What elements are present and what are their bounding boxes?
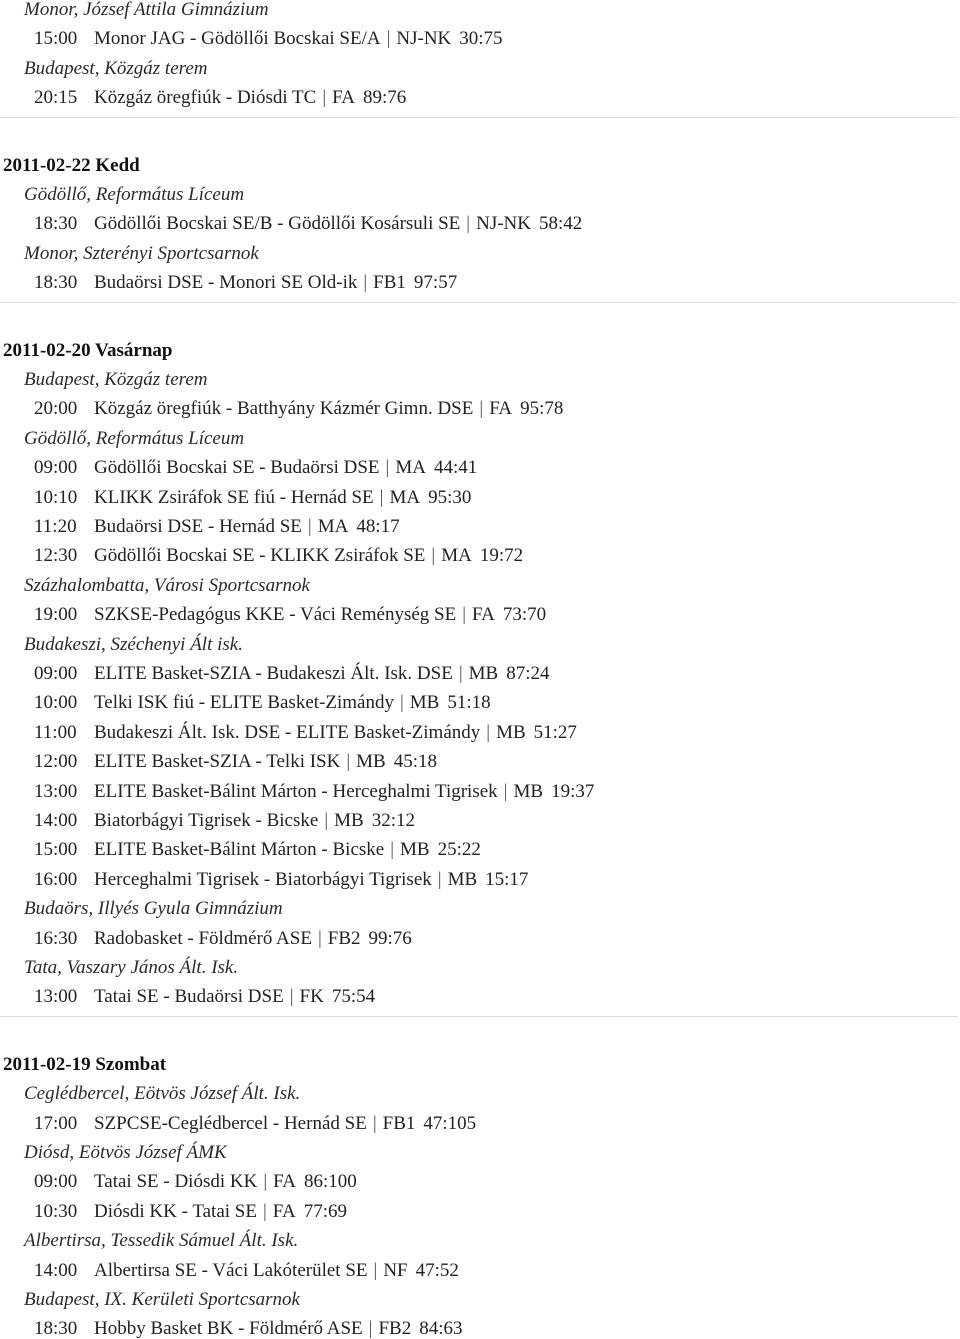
section-divider (0, 117, 958, 118)
match-row (34, 782, 594, 802)
match-score: 51:27 (533, 722, 577, 743)
match-teams: Tatai SE - Diósdi KK (94, 1171, 258, 1192)
match-time: 12:00 (34, 751, 78, 772)
match-score: 77:69 (303, 1201, 347, 1222)
match-row (34, 29, 503, 49)
match-teams: Biatorbágyi Tigrisek - Bicske (94, 810, 319, 831)
venue-name: Diósd, Eötvös József ÁMK (24, 1142, 227, 1163)
match-division: FB1 (373, 272, 406, 293)
match-division: MB (400, 839, 430, 860)
match-row (34, 488, 471, 508)
match-division: MB (447, 869, 478, 890)
match-score: 47:105 (423, 1113, 477, 1134)
match-teams: Budakeszi Ált. Isk. DSE - ELITE Basket-Zimándy (94, 722, 481, 743)
match-row (34, 870, 528, 890)
match-separator: | (385, 457, 390, 478)
venue-name: Budapest, IX. Kerületi Sportcsarnok (24, 1289, 300, 1310)
match-separator: | (458, 663, 463, 684)
match-teams: Herceghalmi Tigrisek - Biatorbágyi Tigrisek (94, 869, 432, 890)
match-time: 10:10 (34, 487, 78, 508)
match-division: FA (332, 87, 356, 108)
match-division: NJ-NK (396, 28, 452, 49)
match-score: 89:76 (363, 87, 407, 108)
match-score: 84:63 (419, 1318, 463, 1339)
match-separator: | (466, 213, 471, 234)
match-division: MB (513, 781, 544, 802)
match-score: 97:57 (413, 272, 458, 293)
match-division: MA (317, 516, 349, 537)
match-division: FA (272, 1201, 296, 1222)
match-separator: | (386, 28, 391, 49)
match-time: 15:00 (34, 28, 78, 49)
day-heading: 2011-02-22 Kedd (3, 155, 140, 176)
match-teams: Budaörsi DSE - Monori SE Old-ik (94, 272, 358, 293)
match-teams: ELITE Basket-Bálint Márton - Bicske (94, 839, 385, 860)
match-time: 09:00 (34, 663, 78, 684)
match-row (34, 811, 415, 831)
match-time: 20:00 (34, 398, 78, 419)
match-teams: Telki ISK fiú - ELITE Basket-Zimándy (94, 692, 394, 713)
match-row (34, 723, 577, 743)
match-row (34, 693, 491, 713)
match-score: 48:17 (356, 516, 400, 537)
venue-name: Százhalombatta, Városi Sportcsarnok (24, 575, 310, 596)
match-separator: | (372, 1113, 377, 1134)
day-heading: 2011-02-19 Szombat (3, 1054, 167, 1075)
match-separator: | (262, 1201, 267, 1222)
match-division: MA (389, 487, 421, 508)
match-division: MA (395, 457, 426, 478)
match-time: 15:00 (34, 839, 78, 860)
match-division: MB (356, 751, 386, 772)
venue-name: Budapest, Közgáz terem (24, 369, 208, 390)
match-division: FB2 (378, 1318, 412, 1339)
match-division: FA (472, 604, 495, 625)
day-heading: 2011-02-20 Vasárnap (3, 340, 173, 361)
match-separator: | (486, 722, 491, 743)
venue-name: Budaörs, Illyés Gyula Gimnázium (24, 898, 283, 919)
match-score: 19:37 (551, 781, 595, 802)
match-time: 14:00 (34, 810, 78, 831)
venue-name: Budakeszi, Széchenyi Ált isk. (24, 634, 243, 655)
venue-name: Albertirsa, Tessedik Sámuel Ált. Isk. (24, 1230, 299, 1251)
venue-name: Gödöllő, Református Líceum (24, 428, 245, 449)
match-separator: | (322, 87, 327, 108)
match-time: 10:30 (34, 1201, 78, 1222)
match-time: 12:30 (34, 545, 78, 566)
match-time: 16:30 (34, 928, 78, 949)
match-time: 13:00 (34, 781, 78, 802)
match-row (34, 88, 406, 108)
match-score: 86:100 (304, 1171, 357, 1192)
match-division: MB (334, 810, 364, 831)
match-teams: Gödöllői Bocskai SE - KLIKK Zsiráfok SE (94, 545, 426, 566)
match-separator: | (437, 869, 442, 890)
match-teams: Gödöllői Bocskai SE/B - Gödöllői Kosársuli SE (94, 213, 461, 234)
match-teams: Közgáz öregfiúk - Diósdi TC (94, 87, 317, 108)
match-time: 09:00 (34, 457, 78, 478)
match-row (34, 1172, 357, 1192)
match-separator: | (379, 487, 384, 508)
match-teams: Albertirsa SE - Váci Lakóterület SE (94, 1260, 368, 1281)
match-time: 11:20 (34, 516, 77, 537)
match-time: 11:00 (34, 722, 77, 743)
match-score: 58:42 (538, 213, 583, 234)
match-teams: Radobasket - Földmérő ASE (94, 928, 312, 949)
match-division: MB (409, 692, 440, 713)
match-teams: SZPCSE-Ceglédbercel - Hernád SE (94, 1113, 367, 1134)
match-teams: Hobby Basket BK - Földmérő ASE (94, 1318, 363, 1339)
match-row (34, 929, 412, 949)
match-time: 17:00 (34, 1113, 78, 1134)
section-divider (0, 1016, 958, 1017)
match-time: 14:00 (34, 1260, 78, 1281)
match-division: MA (441, 545, 472, 566)
match-row (34, 752, 437, 772)
match-time: 09:00 (34, 1171, 78, 1192)
section-divider (0, 302, 958, 303)
match-division: FA (273, 1171, 297, 1192)
match-score: 15:17 (485, 869, 529, 890)
match-teams: Közgáz öregfiúk - Batthyány Kázmér Gimn. DSE (94, 398, 474, 419)
match-separator: | (263, 1171, 268, 1192)
match-score: 32:12 (371, 810, 415, 831)
match-teams: Monor JAG - Gödöllői Bocskai SE/A (94, 28, 381, 49)
match-row (34, 605, 546, 625)
match-score: 95:30 (428, 487, 472, 508)
match-time: 16:00 (34, 869, 78, 890)
match-row (34, 546, 523, 566)
match-time: 10:00 (34, 692, 78, 713)
match-separator: | (373, 1260, 378, 1281)
match-time: 19:00 (34, 604, 78, 625)
match-time: 18:30 (34, 213, 78, 234)
match-separator: | (399, 692, 404, 713)
venue-name: Budapest, Közgáz terem (24, 58, 208, 79)
match-division: MB (468, 663, 499, 684)
match-score: 73:70 (502, 604, 547, 625)
match-division: NJ-NK (476, 213, 531, 234)
match-division: FK (299, 986, 324, 1007)
match-row (34, 399, 563, 419)
match-score: 30:75 (459, 28, 503, 49)
match-score: 99:76 (368, 928, 412, 949)
match-score: 75:54 (331, 986, 376, 1007)
match-division: FB1 (382, 1113, 416, 1134)
match-separator: | (462, 604, 466, 625)
venue-name: Gödöllő, Református Líceum (24, 184, 245, 205)
match-row (34, 214, 582, 234)
match-separator: | (431, 545, 436, 566)
match-teams: ELITE Basket-SZIA - Budakeszi Ált. Isk. DSE (94, 663, 453, 684)
match-teams: Gödöllői Bocskai SE - Budaörsi DSE (94, 457, 380, 478)
match-score: 25:22 (437, 839, 481, 860)
match-row (34, 840, 481, 860)
match-score: 95:78 (520, 398, 564, 419)
match-row (34, 517, 400, 537)
match-teams: KLIKK Zsiráfok SE fiú - Hernád SE (94, 487, 374, 508)
match-teams: Tatai SE - Budaörsi DSE (94, 986, 284, 1007)
match-row (34, 1319, 462, 1339)
venue-name: Monor, József Attila Gimnázium (24, 0, 269, 20)
match-score: 51:18 (447, 692, 491, 713)
match-score: 44:41 (433, 457, 478, 478)
venue-name: Tata, Vaszary János Ált. Isk. (24, 957, 239, 978)
match-time: 20:15 (34, 87, 78, 108)
match-row (34, 987, 375, 1007)
match-separator: | (390, 839, 395, 860)
match-separator: | (317, 928, 322, 949)
match-separator: | (363, 272, 368, 293)
match-time: 18:30 (34, 1318, 78, 1339)
match-division: NF (383, 1260, 408, 1281)
venue-name: Monor, Szterényi Sportcsarnok (24, 243, 259, 264)
match-row (34, 1261, 459, 1281)
match-teams: SZKSE-Pedagógus KKE - Váci Reménység SE (94, 604, 457, 625)
match-score: 47:52 (415, 1260, 459, 1281)
match-separator: | (289, 986, 294, 1007)
match-row (34, 1202, 347, 1222)
venue-name: Ceglédbercel, Eötvös József Ált. Isk. (24, 1083, 301, 1104)
match-division: FA (489, 398, 513, 419)
match-row (34, 1114, 476, 1134)
match-separator: | (503, 781, 508, 802)
match-time: 13:00 (34, 986, 78, 1007)
match-score: 87:24 (506, 663, 550, 684)
match-row (34, 458, 477, 478)
match-separator: | (479, 398, 484, 419)
match-score: 19:72 (479, 545, 524, 566)
match-teams: Diósdi KK - Tatai SE (94, 1201, 257, 1222)
match-separator: | (346, 751, 351, 772)
match-teams: Budaörsi DSE - Hernád SE (94, 516, 302, 537)
match-separator: | (368, 1318, 373, 1339)
match-score: 45:18 (393, 751, 438, 772)
match-teams: ELITE Basket-SZIA - Telki ISK (94, 751, 341, 772)
match-division: MB (496, 722, 526, 743)
match-separator: | (307, 516, 312, 537)
match-teams: ELITE Basket-Bálint Márton - Herceghalmi Tigrisek (94, 781, 498, 802)
match-separator: | (324, 810, 329, 831)
match-row (34, 273, 457, 293)
match-division: FB2 (327, 928, 361, 949)
match-time: 18:30 (34, 272, 78, 293)
match-row (34, 664, 550, 684)
